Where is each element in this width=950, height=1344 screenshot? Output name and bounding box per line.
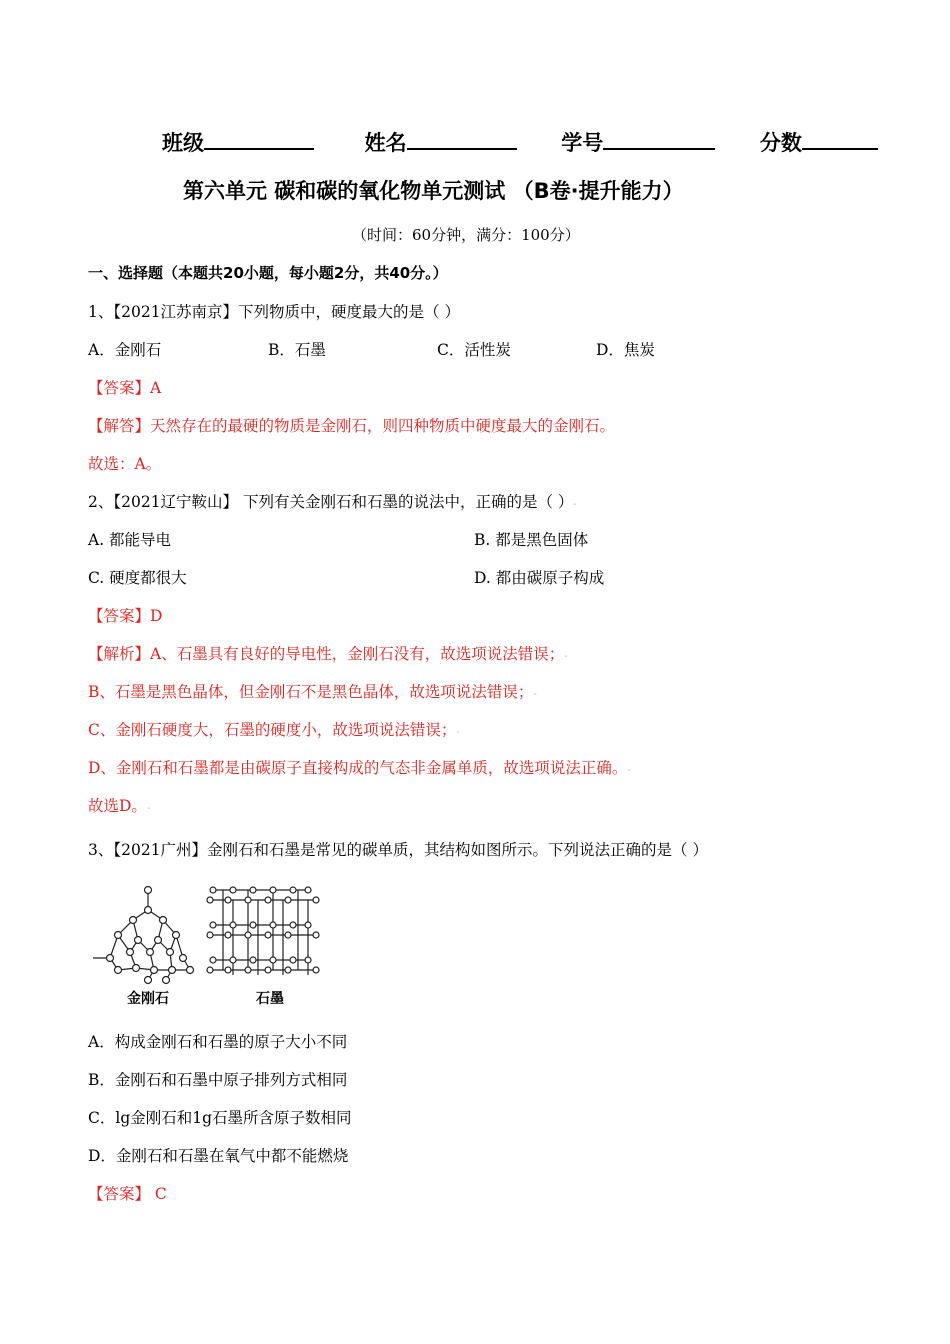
q3-option-c: C．lg金刚石和1g石墨所含原子数相同 — [88, 1109, 352, 1127]
q2-option-a: A. 都能导电 — [88, 531, 172, 549]
class-blank — [204, 128, 314, 150]
q2-analysis-line: D、金刚石和石墨都是由碳原子直接构成的气态非金属单质，故选项说法正确。- — [88, 759, 631, 777]
page-subtitle: （时间：60分钟，满分：100分） — [352, 226, 580, 244]
diamond-label: 金刚石 — [127, 991, 169, 1007]
q2-analysis-line: C、金刚石硬度大，石墨的硬度小，故选项说法错误；- — [88, 721, 460, 739]
q1-option-c: C．活性炭 — [437, 341, 511, 359]
score-blank — [802, 128, 878, 150]
q3-answer: 【答案】 C — [88, 1185, 167, 1203]
q2-stem: 2、【2021辽宁鞍山】 下列有关金刚石和石墨的说法中，正确的是（ ）- — [88, 493, 577, 511]
carbon-structure-figure — [88, 880, 338, 1015]
q2-conclusion: 故选D。- — [88, 797, 151, 815]
q2-analysis-line: B、石墨是黑色晶体，但金刚石不是黑色晶体，故选项说法错误；- — [88, 683, 537, 701]
q2-option-c: C. 硬度都很大 — [88, 569, 187, 587]
q3-stem: 3、【2021广州】金刚石和石墨是常见的碳单质，其结构如图所示。下列说法正确的是（ ） — [88, 841, 708, 859]
graphite-structure-diagram — [207, 887, 319, 975]
q1-option-b: B．石墨 — [268, 341, 326, 359]
q1-conclusion: 故选：A。 — [88, 455, 162, 473]
q3-option-d: D．金刚石和石墨在氧气中都不能燃烧 — [88, 1147, 349, 1165]
graphite-label: 石墨 — [256, 991, 284, 1007]
q1-stem: 1、【2021江苏南京】下列物质中，硬度最大的是（ ） — [88, 303, 460, 321]
q1-option-a: A．金刚石 — [88, 341, 162, 359]
header-fields — [162, 127, 878, 157]
score-label: 分数 — [759, 131, 802, 155]
page-title: 第六单元 碳和碳的氧化物单元测试 （B卷·提升能力） — [183, 179, 684, 203]
class-label: 班级 — [162, 131, 204, 155]
q2-option-d: D. 都由碳原子构成 — [474, 569, 605, 587]
q3-option-b: B．金刚石和石墨中原子排列方式相同 — [88, 1071, 348, 1089]
q1-analysis: 【解答】天然存在的最硬的物质是金刚石，则四种物质中硬度最大的金刚石。 — [88, 417, 616, 435]
id-blank — [603, 128, 715, 150]
section-heading: 一、选择题（本题共20小题，每小题2分，共40分。） — [88, 264, 448, 282]
q2-option-b: B. 都是黑色固体 — [474, 531, 589, 549]
q3-option-a: A．构成金刚石和石墨的原子大小不同 — [88, 1033, 348, 1051]
q2-answer: 【答案】D — [88, 607, 163, 625]
name-label: 姓名 — [364, 131, 407, 155]
q1-option-d: D．焦炭 — [596, 341, 655, 359]
diamond-structure-diagram — [93, 887, 194, 984]
id-label: 学号 — [561, 131, 604, 155]
name-blank — [407, 128, 517, 150]
q1-answer: 【答案】A — [88, 379, 162, 397]
q2-analysis-line: 【解析】A、石墨具有良好的导电性，金刚石没有，故选项说法错误；- — [88, 645, 568, 663]
